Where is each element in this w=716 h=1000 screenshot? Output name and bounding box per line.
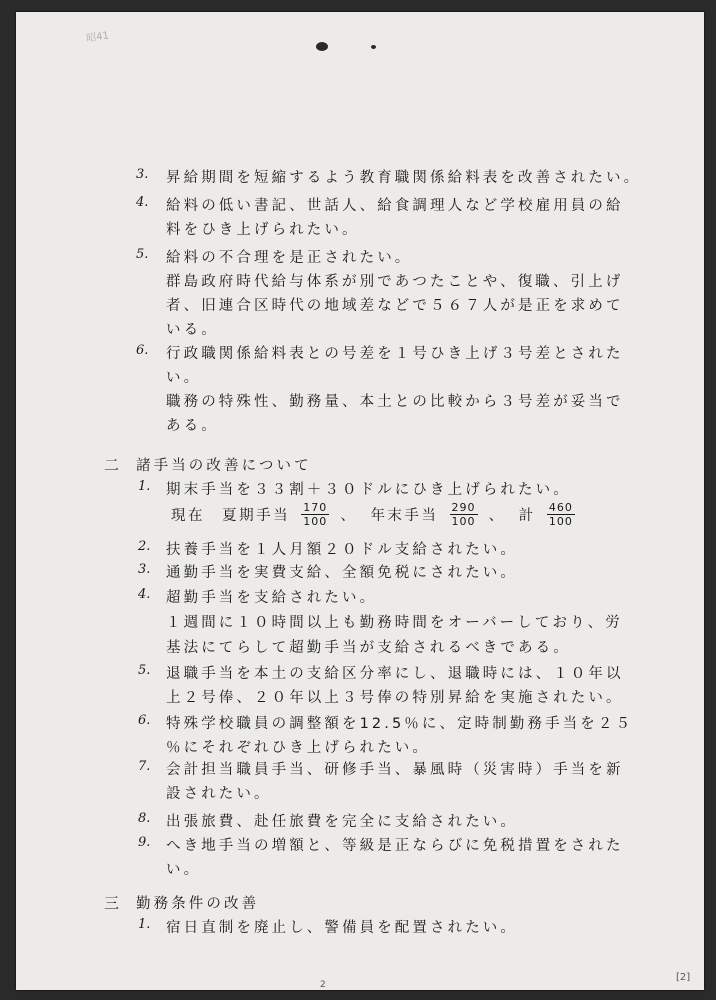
summer-label: 夏期手当 (222, 508, 291, 524)
separator: 、 (340, 508, 358, 524)
separator: 、 (488, 508, 506, 524)
pencil-note: 昭41 (85, 30, 110, 45)
total-denominator: 100 (548, 515, 573, 528)
now-label: 現在 (171, 508, 205, 524)
summer-fraction (301, 502, 329, 527)
summer-numerator: 170 (303, 501, 328, 514)
item-text-line: 者、旧連合区時代の地域差などで５６７人が是正を求めて (166, 298, 624, 314)
item-text-line: 特殊学校職員の調整額を12.5％に、定時制勤務手当を２５ (166, 716, 634, 732)
item-text-line: 群島政府時代給与体系が別であつたことや、復職、引上げ (166, 274, 624, 290)
item-text-line: ％にそれぞれひき上げられたい。 (166, 740, 430, 756)
year-end-numerator: 290 (451, 501, 476, 514)
item-number: 7. (138, 759, 151, 774)
page-number: [2] (676, 972, 691, 983)
item-text-line: 給料の低い書記、世話人、給食調理人など学校雇用員の給 (166, 198, 624, 214)
year-end-label: 年末手当 (370, 508, 439, 524)
item-text-line: へき地手当の増額と、等級是正ならびに免税措置をされた (166, 838, 624, 854)
item-number: 1. (138, 479, 151, 494)
item-number: 6. (136, 343, 149, 358)
item-number: 9. (138, 835, 151, 850)
item-text-line: 超勤手当を支給されたい。 (166, 590, 378, 606)
item-text-line: 職務の特殊性、勤務量、本土との比較から３号差が妥当で (166, 394, 624, 410)
item-text-line: 会計担当職員手当、研修手当、暴風時（災害時）手当を新 (166, 762, 624, 778)
item-text-line: 設されたい。 (166, 786, 272, 802)
item-text-line: 料をひき上げられたい。 (166, 222, 360, 238)
summer-denominator: 100 (303, 515, 328, 528)
total-label: 計 (518, 508, 536, 524)
item-text-line: 給料の不合理を是正されたい。 (166, 250, 413, 266)
item-number: 6. (138, 713, 151, 728)
section-3-marker: 三 (104, 894, 120, 912)
item-text: 期末手当を３３割＋３０ドルにひき上げられたい。 (166, 482, 571, 498)
section-2-marker: 二 (104, 456, 120, 474)
section-2-title: 諸手当の改善について (136, 458, 312, 474)
section-3-title: 勤務条件の改善 (136, 896, 260, 912)
item-number: 3. (136, 167, 149, 182)
item-text-line: いる。 (166, 322, 219, 338)
item-number: 4. (136, 195, 149, 210)
center-mark: 2 (320, 980, 326, 990)
punch-hole (371, 45, 376, 49)
item-text-line: い。 (166, 370, 202, 386)
item-text-line: 通勤手当を実費支給、全額免税にされたい。 (166, 565, 518, 581)
item-number: 3. (138, 562, 151, 577)
total-fraction (547, 502, 575, 527)
item-text-line: 上２号俸、２０年以上３号俸の特別昇給を実施されたい。 (166, 690, 624, 706)
item-text-line: 退職手当を本土の支給区分率にし、退職時には、１０年以 (166, 666, 624, 682)
document-page (16, 12, 704, 990)
item-text-line: い。 (166, 862, 202, 878)
allowance-formula (171, 502, 579, 527)
item-text-line: 宿日直制を廃止し、警備員を配置されたい。 (166, 920, 518, 936)
item-text-line: ある。 (166, 418, 219, 434)
total-numerator: 460 (548, 501, 573, 514)
item-text-line: 基法にてらして超勤手当が支給されるべきである。 (166, 640, 571, 656)
item-number: 8. (138, 811, 151, 826)
item-text-line: 扶養手当を１人月額２０ドル支給されたい。 (166, 542, 518, 558)
item-number: 1. (138, 917, 151, 932)
item-text-line: 昇給期間を短縮するよう教育職関係給料表を改善されたい。 (166, 170, 642, 186)
item-number: 5. (136, 247, 149, 262)
item-text-line: 行政職関係給料表との号差を１号ひき上げ３号差とされた (166, 346, 624, 362)
item-number: 5. (138, 663, 151, 678)
punch-hole (316, 42, 328, 51)
year-end-denominator: 100 (451, 515, 476, 528)
year-end-fraction (450, 502, 478, 527)
item-number: 4. (138, 587, 151, 602)
item-text-line: １週間に１０時間以上も勤務時間をオーバーしており、労 (166, 615, 623, 631)
item-number: 2. (138, 539, 151, 554)
item-text-line: 出張旅費、赴任旅費を完全に支給されたい。 (166, 814, 518, 830)
